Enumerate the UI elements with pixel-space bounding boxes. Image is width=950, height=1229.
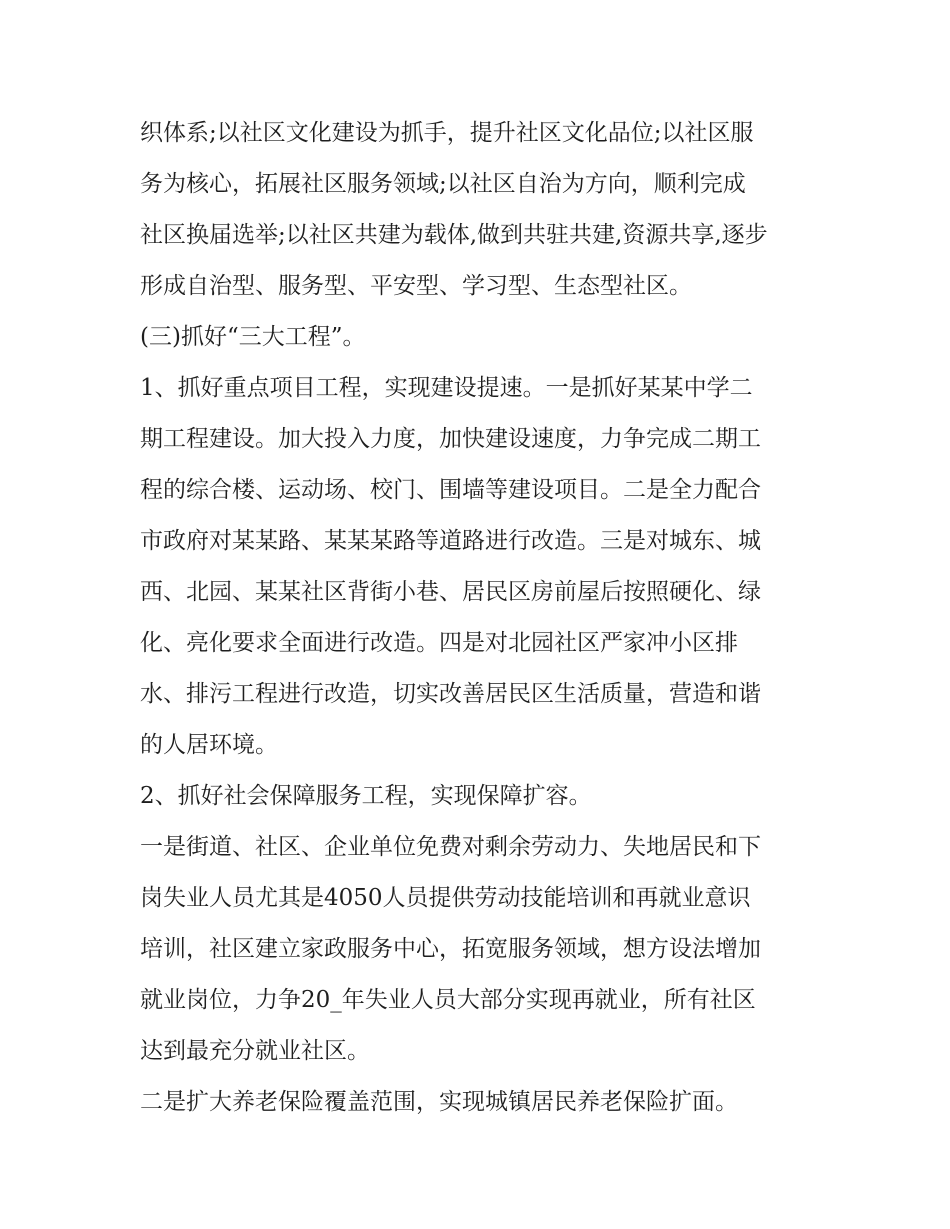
text-line: 期工程建设。加大投入力度，加快建设速度，力争完成二期工 xyxy=(140,426,761,452)
text-line: 岗失业人员尤其是4050人员提供劳动技能培训和再就业意识 xyxy=(140,885,751,911)
section-heading: (三)抓好“三大工程”。 xyxy=(140,324,366,350)
text-line: 的人居环境。 xyxy=(140,732,278,758)
text-line: 化、亮化要求全面进行改造。四是对北园社区严家冲小区排 xyxy=(140,630,738,656)
text-line: 达到最充分就业社区。 xyxy=(140,1038,370,1064)
text-line: 程的综合楼、运动场、校门、围墙等建设项目。二是全力配合 xyxy=(140,477,761,503)
text-line: 一是街道、社区、企业单位免费对剩余劳动力、失地居民和下 xyxy=(140,834,761,860)
text-line: 织体系;以社区文化建设为抓手，提升社区文化品位;以社区服 xyxy=(140,120,754,146)
text-line: 培训，社区建立家政服务中心，拓宽服务领域，想方设法增加 xyxy=(140,936,761,962)
text-line: 就业岗位，力争20_年失业人员大部分实现再就业，所有社区 xyxy=(140,987,756,1013)
text-line: 水、排污工程进行改造，切实改善居民区生活质量，营造和谐 xyxy=(140,681,761,707)
text-line: 务为核心，拓展社区服务领域;以社区自治为方向，顺利完成 xyxy=(140,171,746,197)
text-line: 1、抓好重点项目工程，实现建设提速。一是抓好某某中学二 xyxy=(140,375,753,401)
text-line: 西、北园、某某社区背街小巷、居民区房前屋后按照硬化、绿 xyxy=(140,579,761,605)
text-line: 社区换届选举;以社区共建为载体,做到共驻共建,资源共享,逐步 xyxy=(140,222,768,248)
text-line: 市政府对某某路、某某某路等道路进行改造。三是对城东、城 xyxy=(140,528,761,554)
document-body xyxy=(140,108,815,1128)
text-line: 形成自治型、服务型、平安型、学习型、生态型社区。 xyxy=(140,273,692,299)
text-line: 二是扩大养老保险覆盖范围，实现城镇居民养老保险扩面。 xyxy=(140,1089,738,1115)
text-line: 2、抓好社会保障服务工程，实现保障扩容。 xyxy=(140,783,592,809)
